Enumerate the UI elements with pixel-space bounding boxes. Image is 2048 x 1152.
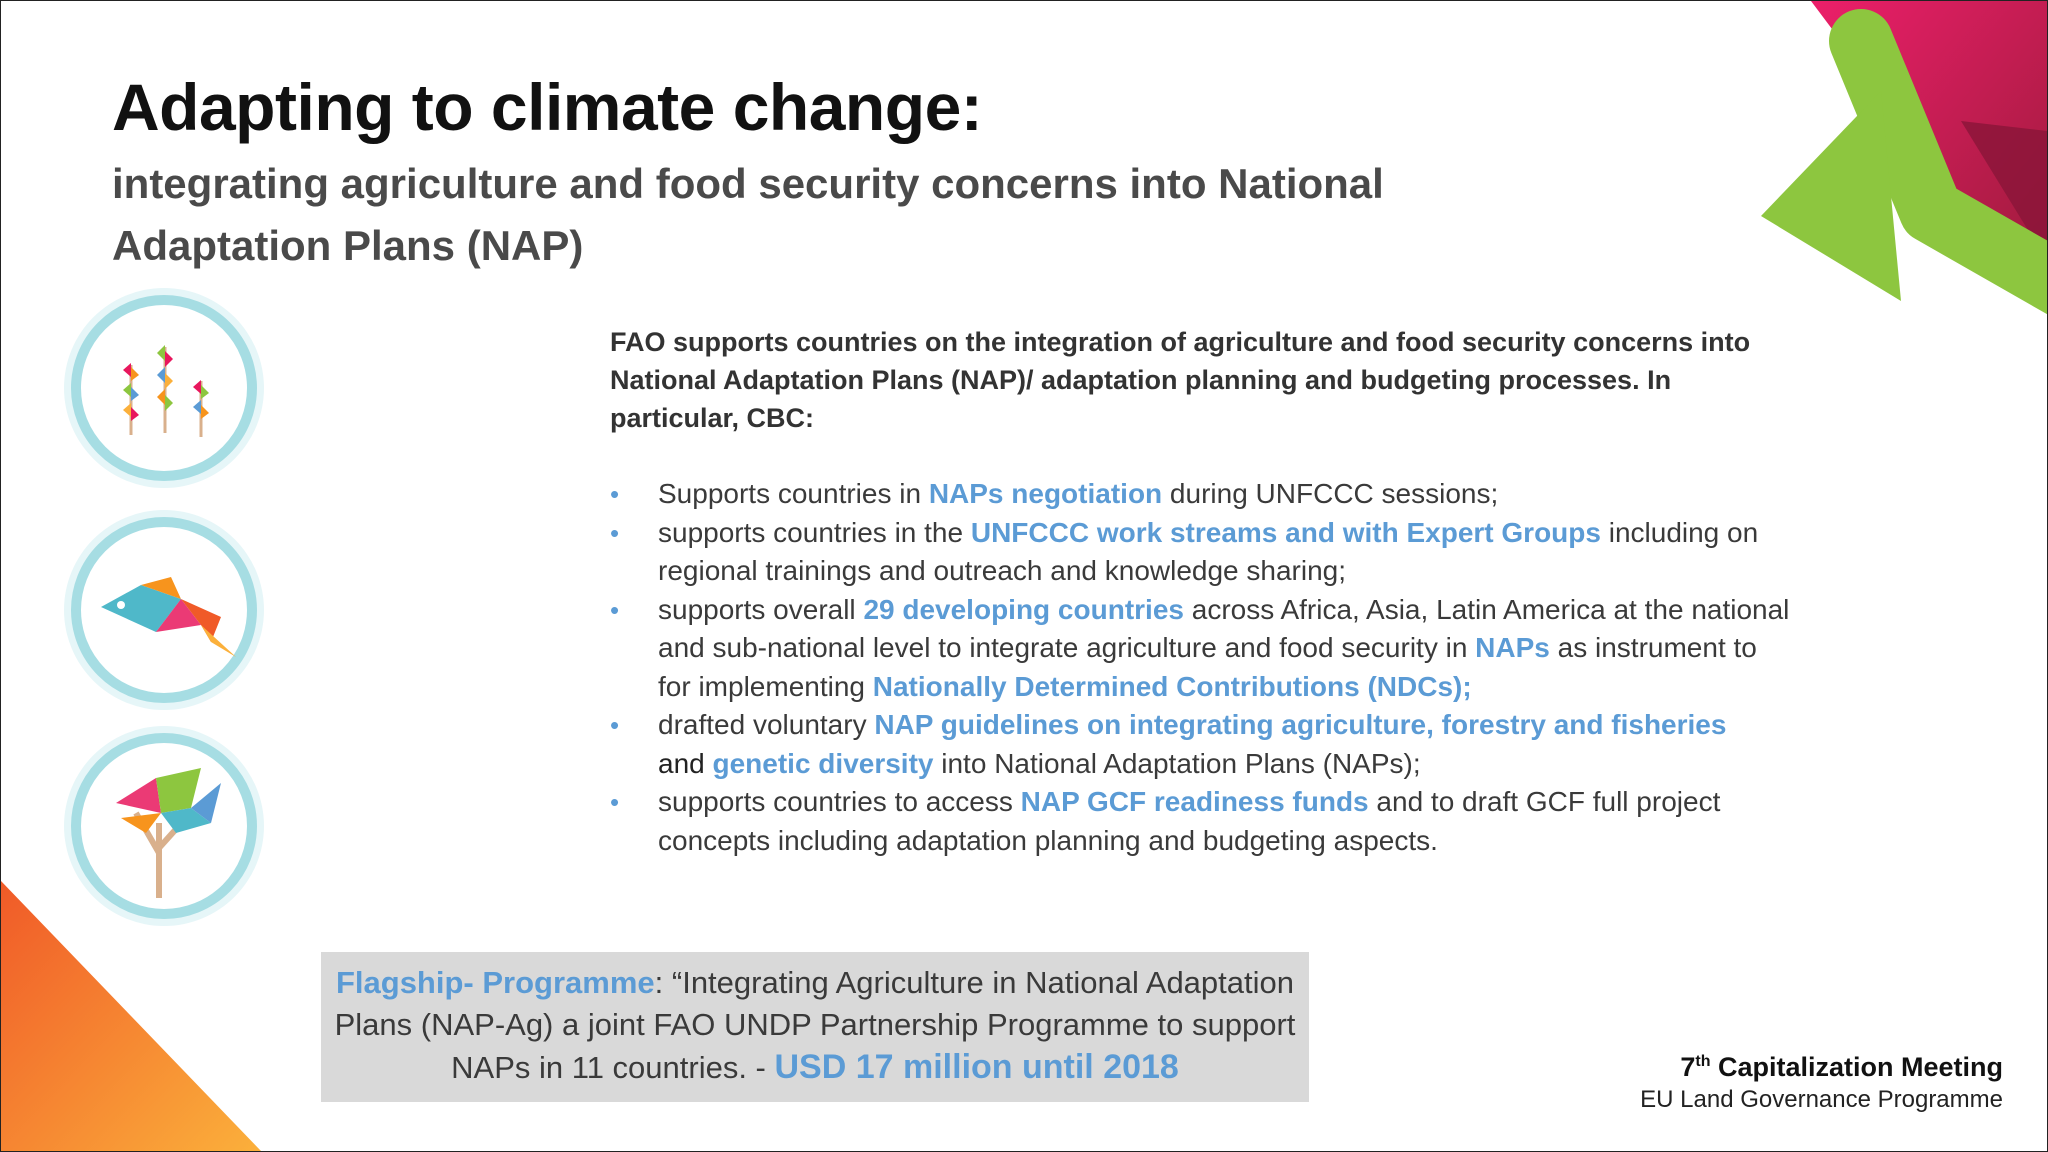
main-content: [610, 323, 1790, 860]
meeting-footer: [1640, 1045, 2003, 1116]
list-item: [610, 514, 1790, 591]
list-item: [610, 706, 1790, 783]
bullet-marker: •: [610, 787, 620, 817]
bullet-text: supports countries in the: [658, 516, 971, 548]
bullet-list: [610, 475, 1790, 860]
bullet-text: Supports countries in: [658, 478, 929, 509]
bullet-highlight: genetic diversity: [712, 747, 934, 779]
bullet-text: supports overall: [658, 593, 864, 625]
bullet-highlight: NAPs: [1475, 632, 1550, 663]
page-title: Adapting to climate change:: [112, 70, 983, 144]
bullet-text: drafted voluntary: [658, 709, 875, 740]
plants-icon: [61, 285, 267, 491]
intro-text: FAO supports countries on the integration of agriculture and food security concerns into National Adaptation Plans (NAP)/ adaptation planning and budgeting processes. In particular, CBC:: [610, 327, 1751, 433]
bullet-marker: •: [610, 594, 620, 625]
bullet-text: into National Adaptation Plans (NAPs);: [933, 747, 1421, 779]
bullet-highlight: NAP guidelines on integrating agriculture, forestry and fisheries: [874, 709, 1727, 740]
flagship-amount: USD 17 million until 2018: [774, 1048, 1179, 1086]
meeting-name: Capitalization Meeting: [1710, 1052, 2003, 1082]
bullet-text: and to draft GCF full project concepts including adaptation planning and budgeting aspects.: [658, 786, 1721, 856]
list-item: [610, 591, 1790, 707]
bullet-marker: •: [610, 479, 620, 509]
bullet-marker: •: [610, 710, 620, 740]
meeting-title: [1640, 1045, 2003, 1084]
list-item: [610, 475, 1790, 514]
bullet-text: supports countries to access: [658, 786, 1021, 817]
flagship-label: Flagship- Programme: [335, 965, 655, 1000]
bullet-text: including on regional trainings and outreach and knowledge sharing;: [658, 516, 1759, 586]
flagship-box: [321, 952, 1309, 1102]
bullet-text: across Africa, Asia, Latin America at the national and sub-national level to integrate agriculture and food security in: [658, 593, 1790, 663]
bullet-text: and: [658, 747, 705, 779]
bullet-text: during UNFCCC sessions;: [1162, 478, 1499, 509]
bullet-highlight: NAP GCF readiness funds: [1020, 786, 1369, 817]
programme-name: EU Land Governance Programme: [1640, 1086, 2003, 1113]
bullet-marker: •: [610, 517, 620, 548]
bullet-highlight: 29 developing countries: [863, 593, 1184, 625]
bullet-highlight: NAPs negotiation: [928, 478, 1163, 509]
meeting-ordinal: 7: [1680, 1052, 1696, 1082]
bullet-highlight: UNFCCC work streams and with Expert Groups: [970, 516, 1601, 548]
flagship-text: : “Integrating Agriculture in National Adaptation Plans (NAP-Ag) a joint FAO UNDP Partnership Programme to support NAPs in 11 countries. -: [334, 965, 1296, 1085]
bullet-text: as instrument to for implementing: [658, 632, 1757, 702]
fish-icon: [61, 507, 267, 713]
tree-icon: [61, 723, 267, 929]
meeting-ordinal-suffix: th: [1695, 1053, 1711, 1070]
bullet-highlight: Nationally Determined Contributions (NDCs);: [872, 670, 1472, 702]
page-subtitle: integrating agriculture and food security concerns into National Adaptation Plans (NAP): [112, 160, 1384, 269]
list-item: [610, 783, 1790, 860]
